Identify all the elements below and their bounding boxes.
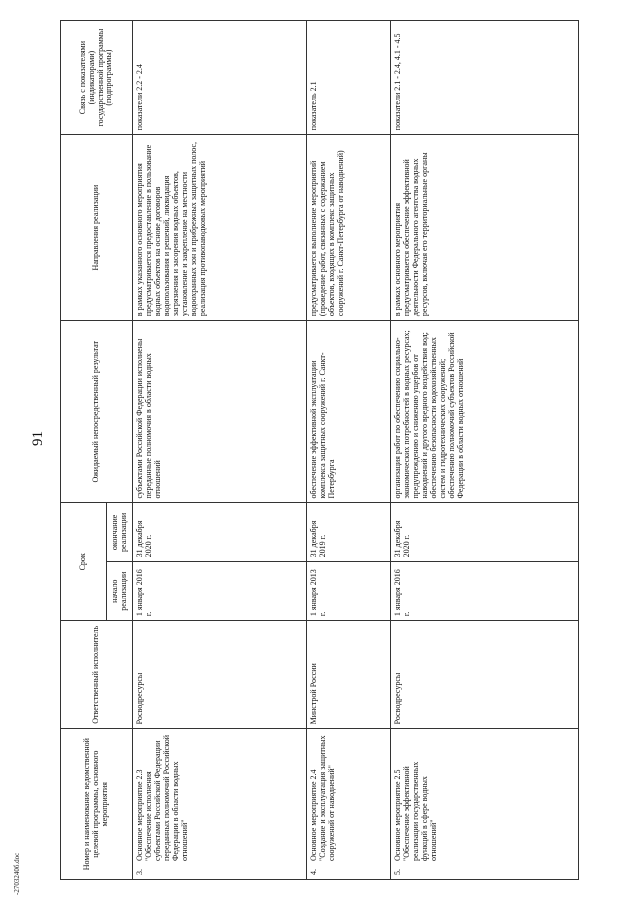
header-start: начало реализации [107,562,133,621]
cell-start: 1 января 2013 г. [307,562,391,621]
cell-start: 1 января 2016 г. [133,562,307,621]
header-link: Связь с показателями (индикаторами) государственной программы (подпрограммы) [61,21,133,135]
cell-executor: Росводресурсы [391,621,579,729]
header-directions: Направления реализации [61,135,133,321]
header-result: Ожидаемый непосредственный результат [61,321,133,503]
cell-result: обеспечение эффективной эксплуатации комплекса защитных сооружений г. Санкт-Петербурга [307,321,391,503]
cell-directions: в рамках основного мероприятия предусматривается обеспечение эффективной деятельности Федерального агентства водных ресурсов, включая его территориальные органы [391,135,579,321]
row-number: 3. [135,869,144,875]
cell-end: 31 декабря 2020 г. [391,503,579,562]
header-name: Номер и наименование ведомственной целевой программы, основного мероприятия [61,729,133,880]
row-number: 4. [309,869,318,875]
table-row [391,21,579,880]
cell-executor: Росводресурсы [133,621,307,729]
row-name: Основное мероприятие 2.5 "Обеспечение эффективной реализации государственных функций в сфере водных отношений" [393,761,438,861]
table-row [133,21,307,880]
header-end: окончание реализации [107,503,133,562]
cell-directions: в рамках указанного основного мероприятия предусматривается предоставление в пользование водных объектов на основе договоров водопользования и решений, ликвидация загрязнения и засорения водных объектов, установление и закрепление на местности водоохранных зон и прибрежных защитных полос, реализация противопаводковых мероприятий [133,135,307,321]
header-row [61,21,107,880]
cell-end: 31 декабря 2019 г. [307,503,391,562]
cell-name [133,729,307,880]
header-executor: Ответственный исполнитель [61,621,133,729]
cell-result: субъектами Российской Федерации исполнены переданные полномочия в области водных отношений [133,321,307,503]
row-number: 5. [393,869,402,875]
cell-link: показатель 2.1 [307,21,391,135]
program-activities-table [60,20,579,880]
cell-end: 31 декабря 2020 г. [133,503,307,562]
cell-name [391,729,579,880]
rotated-table-container [60,20,630,880]
cell-link: показатели 2.1 - 2.4, 4.1 - 4.5 [391,21,579,135]
row-name: Основное мероприятие 2.4 "Создание и эксплуатация защитных сооружений от наводнений" [309,735,336,861]
row-name: Основное мероприятие 2.3 "Обеспечение исполнения субъектами Российской Федерации переданных полномочий Российской Федерации в области водных отношений" [135,735,189,861]
cell-directions: предусматривается выполнение мероприятий (проведение работ, связанных с содержанием объектов, входящих в комплекс защитных сооружений г. Санкт-Петербурга от наводнений) [307,135,391,321]
page-number: 91 [30,431,46,446]
table-row [307,21,391,880]
document-footer: -2703240б.doc [13,852,21,895]
header-term: Срок [61,503,107,621]
cell-link: показатели 2.2 - 2.4 [133,21,307,135]
cell-executor: Минстрой России [307,621,391,729]
cell-name [307,729,391,880]
cell-start: 1 января 2016 г. [391,562,579,621]
cell-result: организация работ по обеспечению социально-экономических потребностей в водных ресурсах; предупреждению и снижению ущербов от наводнений и другого вредного воздействия вод; обеспечению безопасности водохозяйственных систем и гидротехнических сооружений; обеспечению полномочий субъектов Российской Федерации в области водных отношений [391,321,579,503]
